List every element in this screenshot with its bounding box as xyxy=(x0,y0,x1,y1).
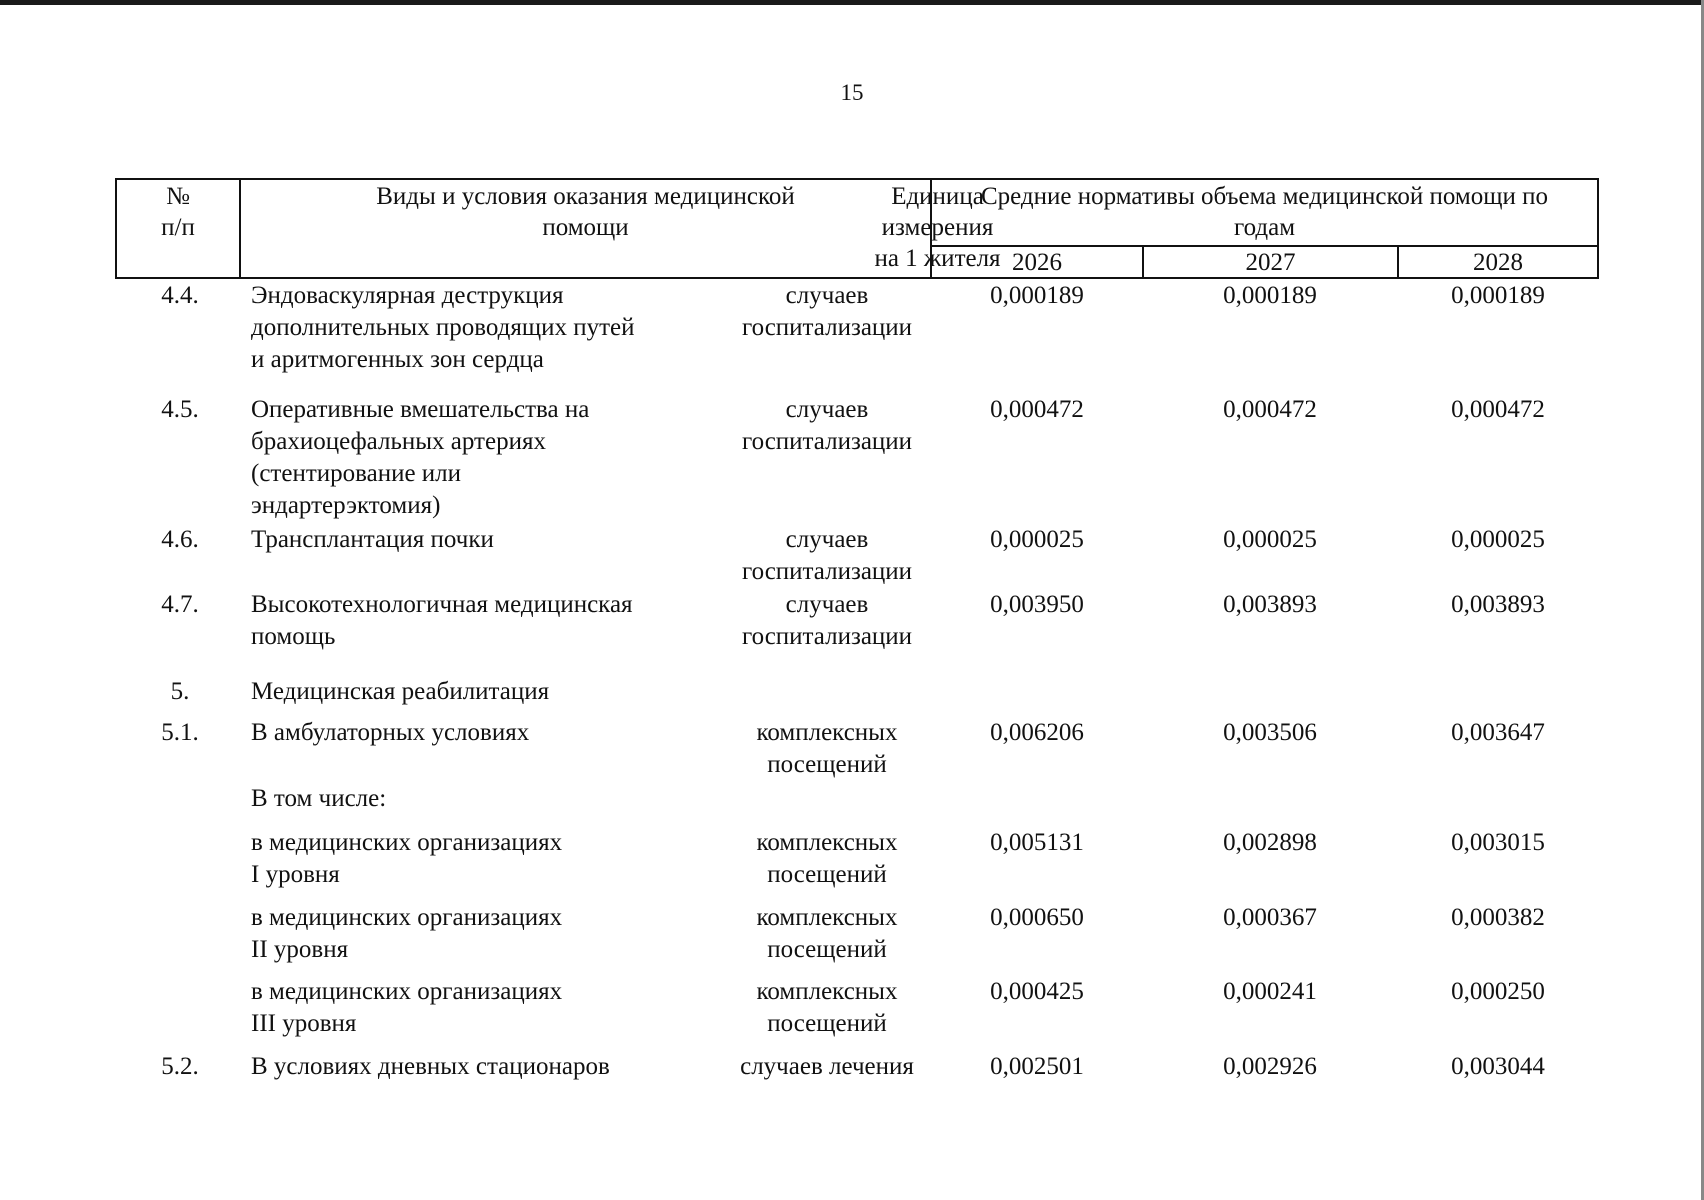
row-value-2028: 0,000472 xyxy=(1451,396,1545,423)
row-name: Высокотехнологичная медицинская помощь xyxy=(251,591,633,650)
header-year: 2027 xyxy=(1245,249,1296,276)
header-unit: Единица измерения на 1 жителя xyxy=(874,183,1001,272)
header-border xyxy=(115,178,1599,180)
row-value-2026: 0,006206 xyxy=(990,719,1084,746)
row-value-2028: 0,000250 xyxy=(1451,978,1545,1005)
header-num: № п/п xyxy=(161,183,195,241)
row-name: в медицинских организациях III уровня xyxy=(251,978,563,1037)
row-value-2028: 0,000382 xyxy=(1451,904,1545,931)
row-value-2026: 0,005131 xyxy=(990,829,1084,856)
row-number: 5.2. xyxy=(161,1053,199,1080)
row-value-2026: 0,003950 xyxy=(990,591,1084,618)
row-value-2027: 0,003506 xyxy=(1223,719,1317,746)
row-value-2027: 0,003893 xyxy=(1223,591,1317,618)
row-unit: случаев госпитализации xyxy=(741,526,913,585)
row-value-2026: 0,000425 xyxy=(990,978,1084,1005)
row-number: 4.5. xyxy=(161,396,199,423)
row-value-2028: 0,000025 xyxy=(1451,526,1545,553)
row-name: Трансплантация почки xyxy=(251,526,494,553)
row-value-2028: 0,000189 xyxy=(1451,282,1545,309)
row-value-2028: 0,003015 xyxy=(1451,829,1545,856)
row-unit: случаев госпитализации xyxy=(741,396,913,455)
row-unit: случаев госпитализации xyxy=(741,282,913,341)
header-group: Средние нормативы объема медицинской помощи по годам xyxy=(980,183,1549,241)
row-value-2028: 0,003044 xyxy=(1451,1053,1545,1080)
header-year: 2026 xyxy=(1012,249,1062,276)
header-name: Виды и условия оказания медицинской помощи xyxy=(376,183,795,241)
row-value-2028: 0,003647 xyxy=(1451,719,1545,746)
row-value-2026: 0,000189 xyxy=(990,282,1084,309)
row-unit: комплексных посещений xyxy=(756,829,898,888)
row-value-2027: 0,000472 xyxy=(1223,396,1317,423)
row-name: Медицинская реабилитация xyxy=(251,678,550,705)
row-unit: комплексных посещений xyxy=(756,719,898,778)
row-value-2026: 0,000025 xyxy=(990,526,1084,553)
row-number: 4.4. xyxy=(161,282,199,309)
row-value-2026: 0,002501 xyxy=(990,1053,1084,1080)
row-number: 4.7. xyxy=(161,591,199,618)
row-name: В том числе: xyxy=(251,785,387,812)
row-unit: случаев лечения xyxy=(740,1053,914,1080)
row-number: 5. xyxy=(170,678,190,705)
header-border xyxy=(1597,178,1599,279)
row-name: в медицинских организациях I уровня xyxy=(251,829,563,888)
row-value-2027: 0,000367 xyxy=(1223,904,1317,931)
scan-edge-line xyxy=(0,0,1704,5)
row-number: 4.6. xyxy=(161,526,199,553)
row-value-2027: 0,002926 xyxy=(1223,1053,1317,1080)
row-unit: случаев госпитализации xyxy=(741,591,913,650)
table-header xyxy=(115,178,1599,279)
row-name: в медицинских организациях II уровня xyxy=(251,904,563,963)
row-value-2027: 0,000241 xyxy=(1223,978,1317,1005)
row-name: В амбулаторных условиях xyxy=(251,719,530,746)
row-value-2027: 0,000189 xyxy=(1223,282,1317,309)
row-number: 5.1. xyxy=(161,719,199,746)
row-value-2027: 0,000025 xyxy=(1223,526,1317,553)
page-number: 15 xyxy=(840,80,864,105)
row-value-2027: 0,002898 xyxy=(1223,829,1317,856)
row-unit: комплексных посещений xyxy=(756,904,898,963)
row-value-2026: 0,000650 xyxy=(990,904,1084,931)
row-name: Эндоваскулярная деструкция дополнительных проводящих путей и аритмогенных зон сердца xyxy=(251,282,635,373)
row-unit: комплексных посещений xyxy=(756,978,898,1037)
row-name: В условиях дневных стационаров xyxy=(251,1053,610,1080)
row-value-2028: 0,003893 xyxy=(1451,591,1545,618)
row-value-2026: 0,000472 xyxy=(990,396,1084,423)
header-year: 2028 xyxy=(1473,249,1523,276)
row-name: Оперативные вмешательства на брахиоцефальных артериях (стентирование или эндартерэктомия) xyxy=(251,396,590,519)
